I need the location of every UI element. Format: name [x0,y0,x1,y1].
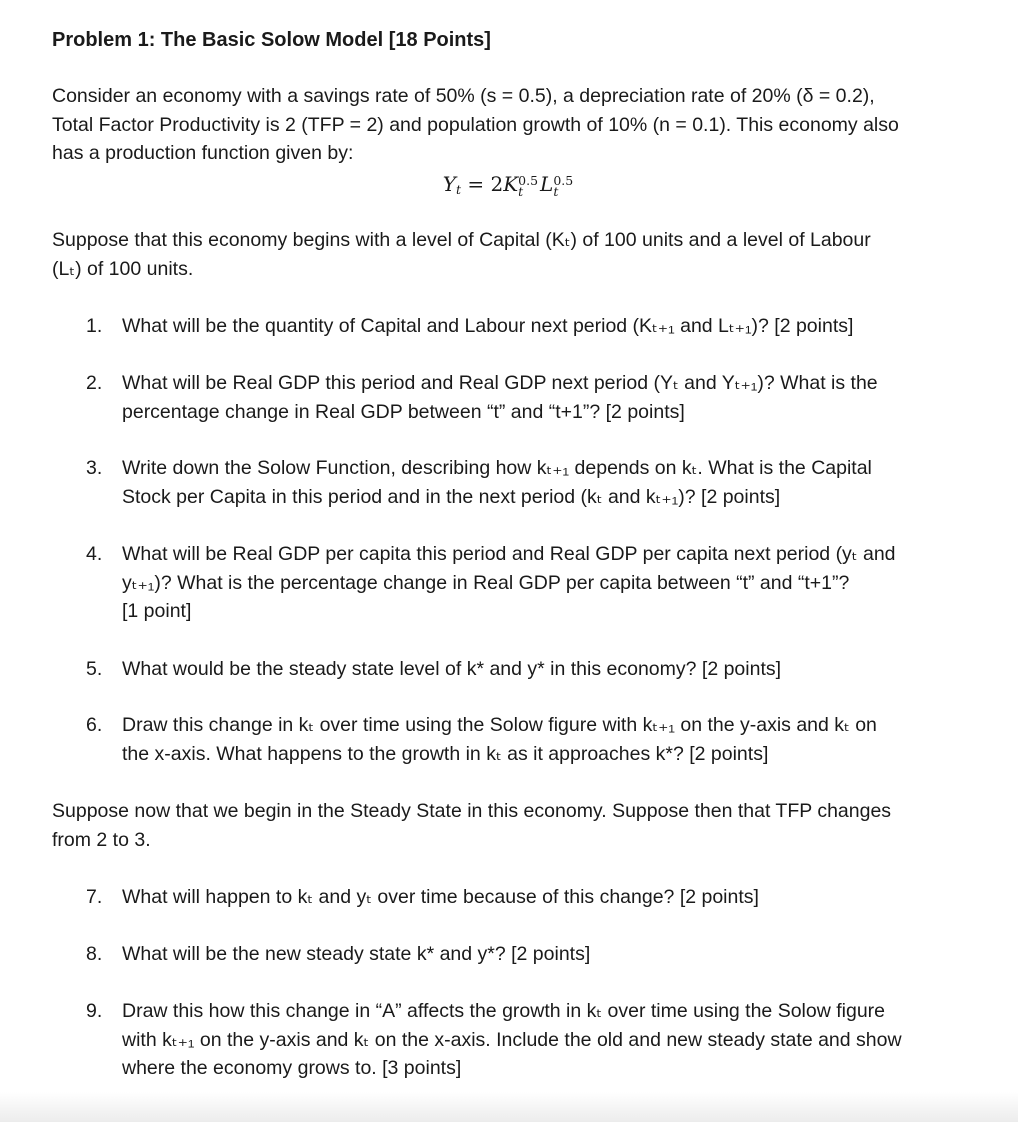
shift-line: Suppose now that we begin in the Steady State in this economy. Suppose then that TFP changes [52,800,892,822]
eq-capital-exponent [518,172,539,199]
question-line: the x-axis. What happens to the growth in kₜ as it approaches k*? [2 points] [122,742,769,765]
question-number: 7. [86,886,103,908]
question-line: with kₜ₊₁ on the y-axis and kₜ on the x-axis. Include the old and new steady state and show [122,1028,902,1051]
question-line: Draw this change in kₜ over time using the Solow figure with kₜ₊₁ on the y-axis and kₜ on [122,714,877,736]
question-line: What will be Real GDP this period and Real GDP next period (Yₜ and Yₜ₊₁)? What is the [122,372,878,394]
page-bottom-shade [0,1092,1018,1122]
question-line: [1 point] [122,600,192,622]
eq-capital-sup: 0.5 [518,172,539,188]
eq-output-symbol: Y [442,172,456,196]
question-line: What will be Real GDP per capita this period and Real GDP per capita next period (yₜ and [122,543,896,565]
question-number: 4. [86,543,103,565]
question-line: What would be the steady state level of k* and y* in this economy? [2 points] [122,658,782,680]
intro-line: Total Factor Productivity is 2 (TFP = 2) and population growth of 10% (n = 0.1). This economy also [52,113,899,136]
question-line: Draw this how this change in “A” affects the growth in kₜ over time using the Solow figure [122,1000,886,1022]
question-line: where the economy grows to. [3 points] [122,1057,462,1079]
shift-line: from 2 to 3. [52,828,151,851]
question-line: Stock per Capita in this period and in the next period (kₜ and kₜ₊₁)? [2 points] [122,485,781,508]
question-number: 2. [86,372,103,394]
question-line: What will be the new steady state k* and y*? [2 points] [122,943,591,965]
question-text [122,540,970,626]
question-text [122,940,970,969]
question-number: 8. [86,943,103,965]
setup-line: Suppose that this economy begins with a level of Capital (Kₜ) of 100 units and a level of Labour [52,229,871,251]
question-number: 5. [86,658,103,680]
eq-capital-symbol: K [503,172,519,196]
question-line: percentage change in Real GDP between “t” and “t+1”? [2 points] [122,400,685,423]
eq-equals-coefficient: = 2 [461,172,504,196]
question-number: 6. [86,714,103,736]
eq-labour-exponent [553,172,574,199]
question-text [122,883,970,912]
question-text [122,454,970,511]
question-line: Write down the Solow Function, describing how kₜ₊₁ depends on kₜ. What is the Capital [122,457,872,479]
intro-paragraph [52,82,972,168]
question-line: yₜ₊₁)? What is the percentage change in Real GDP per capita between “t” and “t+1”? [122,571,850,594]
question-line: What will be the quantity of Capital and Labour next period (Kₜ₊₁ and Lₜ₊₁)? [2 points] [122,315,854,337]
question-text [122,369,970,426]
question-text [122,312,970,341]
problem-title: Problem 1: The Basic Solow Model [18 Points] [52,29,491,51]
shift-paragraph [52,797,972,854]
setup-line: (Lₜ) of 100 units. [52,257,194,280]
question-number: 3. [86,457,103,479]
eq-labour-symbol: L [540,172,554,196]
question-text [122,711,970,768]
production-function-equation [0,170,1018,198]
eq-output-subscript: t [455,182,461,197]
eq-capital-sub: t [518,183,524,199]
question-line: What will happen to kₜ and yₜ over time because of this change? [2 points] [122,886,759,908]
question-number: 1. [86,315,103,337]
eq-labour-sup: 0.5 [553,172,574,188]
eq-labour-sub: t [553,183,559,199]
question-text [122,655,970,684]
question-text [122,997,970,1083]
intro-line: has a production function given by: [52,142,354,164]
setup-paragraph [52,226,972,283]
question-number: 9. [86,1000,103,1022]
intro-line: Consider an economy with a savings rate of 50% (s = 0.5), a depreciation rate of 20% (δ = 0.2), [52,85,875,107]
